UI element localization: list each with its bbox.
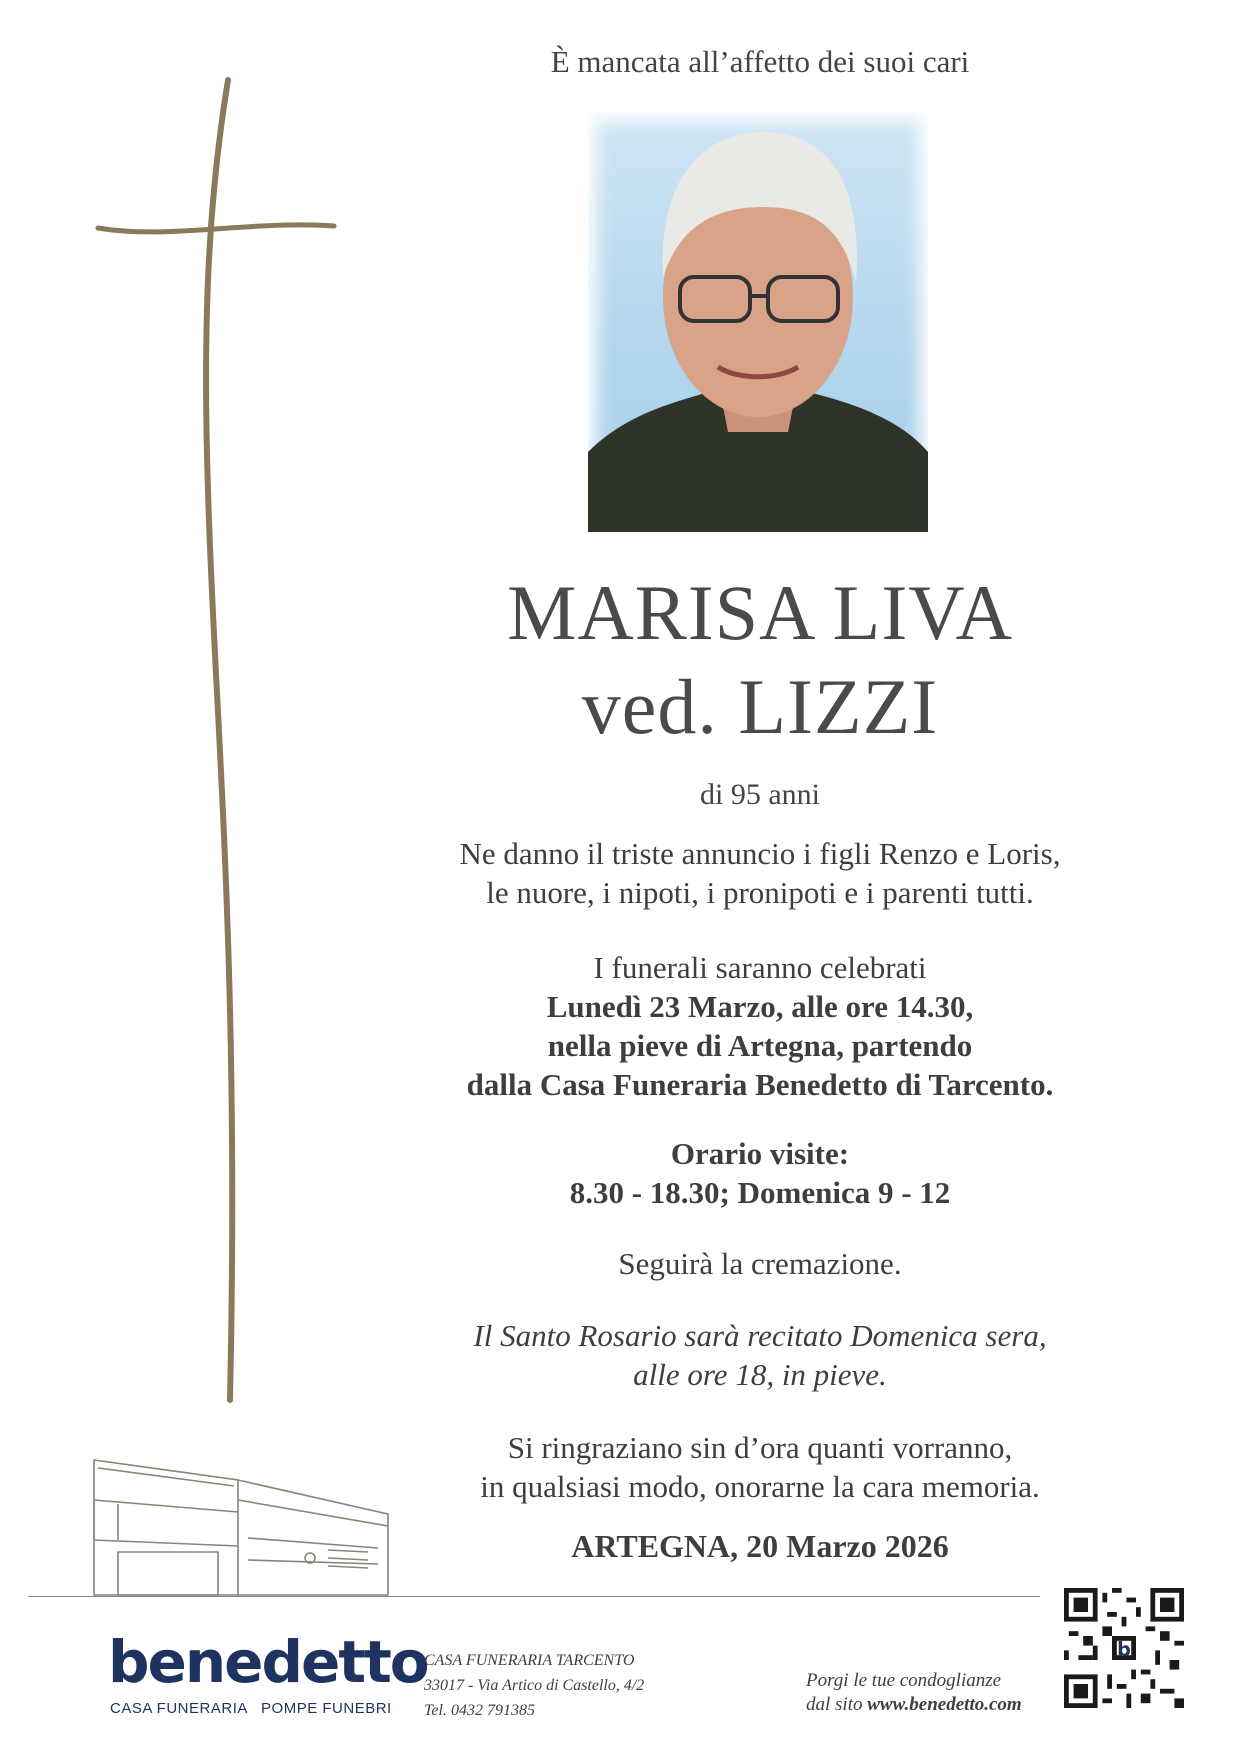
funeral-detail-line: nella pieve di Artegna, partendo (547, 1028, 973, 1063)
thanks-text (390, 1428, 1130, 1506)
condolences-site-text (806, 1694, 1022, 1716)
rosary-line: alle ore 18, in pieve. (633, 1357, 887, 1392)
office-name: CASA FUNERARIA TARCENTO (424, 1652, 635, 1669)
rosary-line: Il Santo Rosario sarà recitato Domenica sera, (473, 1318, 1047, 1353)
announcement-line: le nuore, i nipoti, i pronipoti e i parenti tutti. (486, 875, 1034, 910)
visiting-hours-times: 8.30 - 18.30; Domenica 9 - 12 (569, 1175, 951, 1210)
condolences-text: Porgi le tue condoglianze (806, 1670, 1002, 1691)
office-address: 33017 - Via Artico di Castello, 4/2 (424, 1677, 645, 1694)
condolences-site-link[interactable]: www.benedetto.com (867, 1694, 1022, 1715)
brand-subtitle: CASA FUNERARIA POMPE FUNEBRI (110, 1700, 392, 1717)
intro-text: È mancata all’affetto dei suoi cari (550, 44, 970, 79)
funeral-home-building-icon (88, 1440, 398, 1600)
announcement-line: Ne danno il triste annuncio i figli Renzo e Loris, (459, 836, 1061, 871)
office-phone: Tel. 0432 791385 (424, 1702, 535, 1719)
funeral-intro: I funerali saranno celebrati (593, 950, 927, 985)
qr-code-icon[interactable] (1064, 1588, 1184, 1708)
thanks-line: in qualsiasi modo, onorarne la cara memoria. (480, 1469, 1040, 1504)
funeral-detail-line: Lunedì 23 Marzo, alle ore 14.30, (546, 989, 974, 1024)
visiting-hours-title: Orario visite: (670, 1136, 850, 1171)
svg-text:b: b (1117, 1638, 1131, 1662)
visiting-hours (390, 1134, 1130, 1212)
cremation-note: Seguirà la cremazione. (618, 1246, 902, 1281)
deceased-name: MARISA LIVA (507, 569, 1013, 656)
brand-logo: benedetto (108, 1628, 428, 1696)
footer-divider (28, 1596, 1040, 1597)
deceased-age: di 95 anni (700, 778, 820, 811)
funeral-detail-line: dalla Casa Funeraria Benedetto di Tarcento. (466, 1067, 1054, 1102)
portrait-photo (588, 112, 928, 532)
funeral-info (390, 948, 1130, 1104)
rosary-note (390, 1316, 1130, 1394)
place-and-date: ARTEGNA, 20 Marzo 2026 (571, 1528, 949, 1564)
announcement-text (390, 834, 1130, 912)
deceased-married-name: ved. LIZZI (581, 663, 939, 750)
cross-icon (90, 70, 350, 1410)
thanks-line: Si ringraziano sin d’ora quanti vorranno, (507, 1430, 1013, 1465)
condolences-prefix: dal sito (806, 1694, 868, 1715)
